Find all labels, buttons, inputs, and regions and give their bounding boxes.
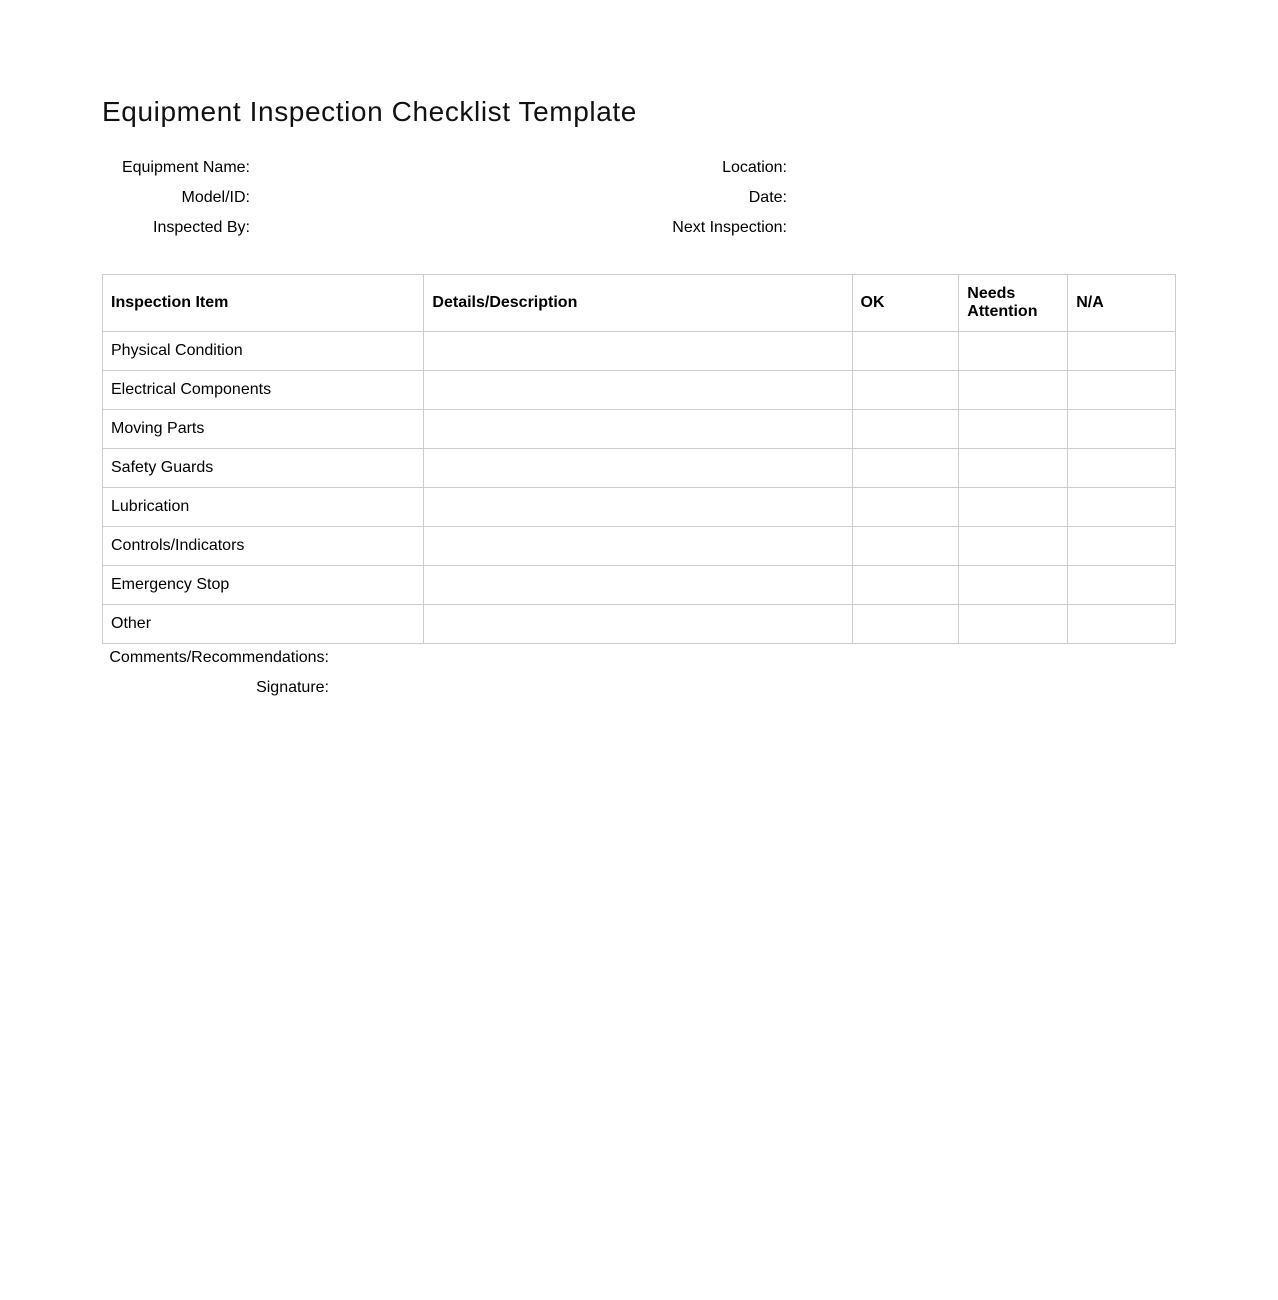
ok-cell[interactable] <box>852 410 959 449</box>
item-cell: Controls/Indicators <box>103 527 424 566</box>
col-details: Details/Description <box>424 275 852 332</box>
table-row <box>103 566 1176 605</box>
location-label: Location: <box>722 159 787 176</box>
comments-label: Comments/Recommendations: <box>109 649 329 666</box>
ok-cell[interactable] <box>852 605 959 644</box>
signature-label: Signature: <box>256 679 329 696</box>
needs-attention-cell[interactable] <box>959 371 1068 410</box>
table-row <box>103 410 1176 449</box>
inspected-by-label: Inspected By: <box>153 219 250 236</box>
na-cell[interactable] <box>1068 332 1176 371</box>
ok-cell[interactable] <box>852 449 959 488</box>
needs-attention-cell[interactable] <box>959 605 1068 644</box>
item-cell: Moving Parts <box>103 410 424 449</box>
item-cell: Emergency Stop <box>103 566 424 605</box>
details-cell[interactable] <box>424 332 852 371</box>
ok-cell[interactable] <box>852 566 959 605</box>
details-cell[interactable] <box>424 566 852 605</box>
next-inspection-label: Next Inspection: <box>672 219 787 236</box>
col-needs-attention-label: Needs Attention <box>967 285 1038 320</box>
na-cell[interactable] <box>1068 605 1176 644</box>
na-cell[interactable] <box>1068 410 1176 449</box>
details-cell[interactable] <box>424 605 852 644</box>
table-header-row <box>103 275 1176 332</box>
col-inspection-item: Inspection Item <box>103 275 424 332</box>
inspection-table <box>102 274 1176 644</box>
needs-attention-cell[interactable] <box>959 527 1068 566</box>
details-cell[interactable] <box>424 488 852 527</box>
table-row <box>103 449 1176 488</box>
details-cell[interactable] <box>424 410 852 449</box>
na-cell[interactable] <box>1068 527 1176 566</box>
needs-attention-cell[interactable] <box>959 488 1068 527</box>
ok-cell[interactable] <box>852 371 959 410</box>
equipment-name-label: Equipment Name: <box>121 159 250 176</box>
na-cell[interactable] <box>1068 449 1176 488</box>
needs-attention-cell[interactable] <box>959 332 1068 371</box>
model-id-label: Model/ID: <box>181 189 250 206</box>
item-cell: Other <box>103 605 424 644</box>
col-na: N/A <box>1068 275 1176 332</box>
table-row <box>103 371 1176 410</box>
col-ok: OK <box>852 275 959 332</box>
needs-attention-cell[interactable] <box>959 566 1068 605</box>
ok-cell[interactable] <box>852 527 959 566</box>
table-row <box>103 605 1176 644</box>
needs-attention-cell[interactable] <box>959 410 1068 449</box>
na-cell[interactable] <box>1068 566 1176 605</box>
table-row <box>103 527 1176 566</box>
table-row <box>103 332 1176 371</box>
na-cell[interactable] <box>1068 371 1176 410</box>
ok-cell[interactable] <box>852 332 959 371</box>
item-cell: Safety Guards <box>103 449 424 488</box>
details-cell[interactable] <box>424 371 852 410</box>
item-cell: Electrical Components <box>103 371 424 410</box>
na-cell[interactable] <box>1068 488 1176 527</box>
col-needs-attention <box>959 275 1068 332</box>
needs-attention-cell[interactable] <box>959 449 1068 488</box>
page-title: Equipment Inspection Checklist Template <box>102 96 637 127</box>
table-row <box>103 488 1176 527</box>
date-label: Date: <box>748 189 787 206</box>
details-cell[interactable] <box>424 449 852 488</box>
item-cell: Physical Condition <box>103 332 424 371</box>
ok-cell[interactable] <box>852 488 959 527</box>
item-cell: Lubrication <box>103 488 424 527</box>
details-cell[interactable] <box>424 527 852 566</box>
